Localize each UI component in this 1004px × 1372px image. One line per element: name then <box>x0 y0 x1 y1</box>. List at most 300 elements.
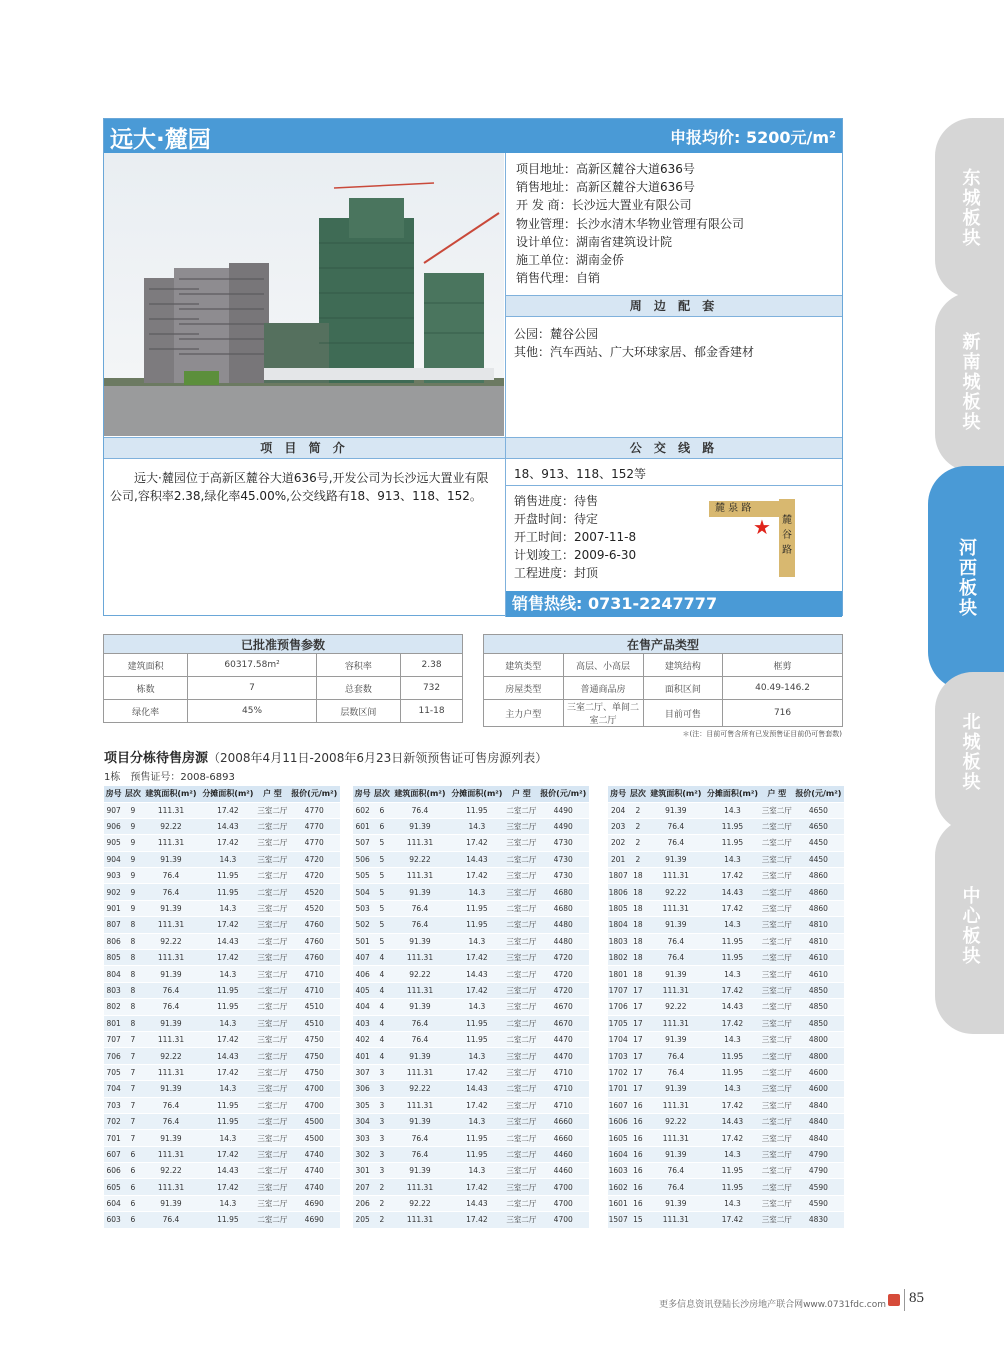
table-cell: 4490 <box>537 818 589 834</box>
table-cell: 二室二厅 <box>761 818 793 834</box>
table-cell: 111.31 <box>143 1064 200 1080</box>
table-cell: 4690 <box>288 1195 340 1211</box>
table-cell: 4730 <box>537 835 589 851</box>
table-cell: 1807 <box>608 868 628 884</box>
info-construction: 施工单位：湖南金侨 <box>516 253 625 268</box>
table-cell: 二室二厅 <box>505 1015 537 1031</box>
table-row <box>353 884 589 900</box>
table-row <box>104 884 340 900</box>
table-cell: 76.4 <box>648 950 705 966</box>
table-cell: 3 <box>372 1081 391 1097</box>
tab-dongcheng[interactable]: 东城板块 <box>935 118 1004 298</box>
tab-zhongxin[interactable]: 中心板块 <box>935 818 1004 1034</box>
table-cell: 18 <box>628 917 647 933</box>
table-row <box>608 900 844 916</box>
table-cell: 11.95 <box>704 1048 761 1064</box>
table-cell: 4450 <box>793 835 844 851</box>
table-row <box>608 982 844 998</box>
building-permit: 1栋 预售证号：2008-6893 <box>104 772 235 783</box>
table-cell: 4710 <box>537 1097 589 1113</box>
table-cell: 76.4 <box>143 868 200 884</box>
table-cell: 14.43 <box>448 851 505 867</box>
table-cell: 92.22 <box>392 1081 449 1097</box>
table-cell: 4460 <box>537 1163 589 1179</box>
table-cell: 76.4 <box>143 999 200 1015</box>
table-cell: 1803 <box>608 933 628 949</box>
table-cell: 二室二厅 <box>505 917 537 933</box>
table-cell: 二室二厅 <box>761 884 793 900</box>
table-cell: 4740 <box>288 1146 340 1162</box>
table-cell: 17 <box>628 1031 647 1047</box>
table-cell: 903 <box>104 868 123 884</box>
presale-caption: 已批准预售参数 <box>104 635 463 654</box>
table-cell: 505 <box>353 868 372 884</box>
table-cell: 9 <box>123 851 142 867</box>
column-header: 房号 <box>353 786 372 802</box>
table-cell: 3 <box>372 1064 391 1080</box>
table-cell: 4750 <box>288 1064 340 1080</box>
tab-hexi[interactable]: 河西板块 <box>928 466 1004 690</box>
table-cell: 三室二厅 <box>256 1031 288 1047</box>
table-cell: 76.4 <box>143 884 200 900</box>
column-header: 建筑面积(m²) <box>648 786 705 802</box>
table-cell: 三室二厅 <box>761 1081 793 1097</box>
project-header <box>104 119 842 153</box>
table-cell: 17.42 <box>448 835 505 851</box>
table-cell: 2 <box>628 835 647 851</box>
table-cell: 806 <box>104 933 123 949</box>
table-cell: 6 <box>123 1163 142 1179</box>
table-row <box>353 1015 589 1031</box>
table-cell: 4840 <box>793 1113 844 1129</box>
table-cell: 18 <box>628 933 647 949</box>
table-cell: 4830 <box>793 1212 844 1228</box>
table-cell: 4450 <box>793 851 844 867</box>
table-row <box>608 933 844 949</box>
table-cell: 3 <box>372 1163 391 1179</box>
column-header: 房号 <box>608 786 628 802</box>
table-cell: 301 <box>353 1163 372 1179</box>
table-row <box>353 818 589 834</box>
table-cell: 111.31 <box>143 802 200 818</box>
table-row <box>608 1130 844 1146</box>
progress-sale: 销售进度：待售 <box>514 494 599 508</box>
table-cell: 603 <box>104 1212 123 1228</box>
table-cell: 1601 <box>608 1195 628 1211</box>
table-cell: 4500 <box>288 1130 340 1146</box>
table-cell: 6 <box>123 1212 142 1228</box>
table-cell: 2 <box>628 802 647 818</box>
table-cell: 三室二厅 <box>761 900 793 916</box>
table-row <box>104 917 340 933</box>
table-cell: 三室二厅 <box>505 1179 537 1195</box>
table-row <box>104 1097 340 1113</box>
column-header: 建筑面积(m²) <box>143 786 200 802</box>
table-cell: 三室二厅 <box>761 966 793 982</box>
column-header: 分摊面积(m²) <box>199 786 256 802</box>
table-cell: 4 <box>372 982 391 998</box>
table-cell: 17.42 <box>448 1097 505 1113</box>
table-cell: 三室二厅 <box>761 982 793 998</box>
table-cell: 4650 <box>793 802 844 818</box>
column-header: 户 型 <box>761 786 793 802</box>
table-cell: 17 <box>628 1048 647 1064</box>
table-row <box>608 1195 844 1211</box>
table-cell: 14.3 <box>199 1195 256 1211</box>
table-cell: 4750 <box>288 1031 340 1047</box>
table-cell: 17.42 <box>704 868 761 884</box>
column-header: 报价(元/m²) <box>537 786 589 802</box>
table-cell: 二室二厅 <box>505 1031 537 1047</box>
table-cell: 76.4 <box>392 1130 449 1146</box>
table-cell: 905 <box>104 835 123 851</box>
table-cell: 11.95 <box>199 982 256 998</box>
list-subtitle: （2008年4月11日-2008年6月23日新领预售证可售房源列表） <box>208 751 548 765</box>
table-cell: 14.3 <box>704 1195 761 1211</box>
table-cell: 17.42 <box>704 1130 761 1146</box>
table-row <box>104 1179 340 1195</box>
table-cell: 14.3 <box>704 1146 761 1162</box>
table-cell: 16 <box>628 1179 647 1195</box>
table-cell: 91.39 <box>392 1048 449 1064</box>
table-row <box>104 966 340 982</box>
location-map <box>709 499 799 577</box>
table-row <box>104 1048 340 1064</box>
table-cell: 405 <box>353 982 372 998</box>
table-cell: 17.42 <box>704 900 761 916</box>
table-cell: 7 <box>123 1097 142 1113</box>
table-cell: 4760 <box>288 917 340 933</box>
table-cell: 4660 <box>537 1130 589 1146</box>
table-row <box>104 999 340 1015</box>
table-cell: 76.4 <box>143 1113 200 1129</box>
table-row <box>104 900 340 916</box>
table-cell: 204 <box>608 802 628 818</box>
availability-note: ＊(注：目前可售含所有已发预售证目前仍可售套数) <box>682 730 842 738</box>
table-cell: 602 <box>353 802 372 818</box>
table-cell: 1705 <box>608 1015 628 1031</box>
table-cell: 18 <box>628 966 647 982</box>
table-row <box>608 999 844 1015</box>
table-row <box>353 1130 589 1146</box>
table-cell: 111.31 <box>143 1146 200 1162</box>
table-cell: 4840 <box>793 1130 844 1146</box>
table-cell: 17.42 <box>199 1146 256 1162</box>
table-cell: 4590 <box>793 1179 844 1195</box>
table-cell: 111.31 <box>392 950 449 966</box>
table-cell: 9 <box>123 884 142 900</box>
table-row <box>104 1015 340 1031</box>
products-caption: 在售产品类型 <box>484 635 843 654</box>
table-cell: 6 <box>123 1179 142 1195</box>
table-cell: 17.42 <box>199 1179 256 1195</box>
table-row <box>104 1031 340 1047</box>
table-cell: 76.4 <box>392 1015 449 1031</box>
table-row <box>104 950 340 966</box>
bus-divider <box>506 485 842 486</box>
table-cell: 17.42 <box>704 1015 761 1031</box>
sales-hotline: 销售热线: 0731-2247777 <box>506 591 842 617</box>
table-cell: 4740 <box>288 1163 340 1179</box>
table-cell: 17.42 <box>448 1064 505 1080</box>
table-cell: 三室二厅 <box>505 1212 537 1228</box>
table-cell: 2 <box>372 1212 391 1228</box>
table-cell: 1802 <box>608 950 628 966</box>
table-cell: 4690 <box>288 1212 340 1228</box>
table-cell: 92.22 <box>392 1195 449 1211</box>
table-cell: 11.95 <box>704 950 761 966</box>
table-cell: 906 <box>104 818 123 834</box>
table-cell: 91.39 <box>648 1195 705 1211</box>
table-cell: 4730 <box>537 851 589 867</box>
table-cell: 91.39 <box>143 966 200 982</box>
table-cell: 4700 <box>537 1195 589 1211</box>
table-cell: 8 <box>123 933 142 949</box>
table-cell: 三室二厅 <box>505 999 537 1015</box>
table-cell: 6 <box>372 802 391 818</box>
table-cell: 403 <box>353 1015 372 1031</box>
table-header-row <box>353 786 589 802</box>
table-cell: 76.4 <box>143 982 200 998</box>
table-row: 房屋类型 普通商品房 面积区间 40.49-146.2 <box>484 677 843 700</box>
table-cell: 701 <box>104 1130 123 1146</box>
table-cell: 111.31 <box>648 1130 705 1146</box>
table-cell: 92.22 <box>143 1163 200 1179</box>
column-header: 报价(元/m²) <box>288 786 340 802</box>
table-cell: 7 <box>123 1064 142 1080</box>
table-cell: 14.3 <box>448 933 505 949</box>
table-cell: 14.3 <box>199 1130 256 1146</box>
table-row <box>608 966 844 982</box>
table-cell: 91.39 <box>143 1081 200 1097</box>
table-cell: 4790 <box>793 1146 844 1162</box>
tab-xinnancheng[interactable]: 新南城板块 <box>935 292 1004 472</box>
table-cell: 111.31 <box>143 835 200 851</box>
table-cell: 111.31 <box>392 1064 449 1080</box>
table-cell: 1804 <box>608 917 628 933</box>
page-number: 85 <box>909 1290 924 1306</box>
table-cell: 91.39 <box>143 1015 200 1031</box>
table-cell: 4650 <box>793 818 844 834</box>
table-cell: 507 <box>353 835 372 851</box>
table-cell: 4840 <box>793 1097 844 1113</box>
table-cell: 三室二厅 <box>761 917 793 933</box>
table-cell: 91.39 <box>648 1031 705 1047</box>
surround-other: 其他：汽车西站、广大环球家居、郁金香建材 <box>514 345 755 359</box>
table-cell: 111.31 <box>392 868 449 884</box>
table-cell: 17 <box>628 1015 647 1031</box>
table-cell: 16 <box>628 1195 647 1211</box>
table-cell: 二室二厅 <box>256 1163 288 1179</box>
table-row <box>104 1195 340 1211</box>
table-cell: 三室二厅 <box>256 1081 288 1097</box>
table-cell: 4850 <box>793 1015 844 1031</box>
table-cell: 二室二厅 <box>761 1113 793 1129</box>
table-cell: 二室二厅 <box>256 1048 288 1064</box>
table-cell: 111.31 <box>648 868 705 884</box>
table-cell: 5 <box>372 868 391 884</box>
table-cell: 1805 <box>608 900 628 916</box>
table-row <box>353 1048 589 1064</box>
table-cell: 201 <box>608 851 628 867</box>
table-cell: 二室二厅 <box>505 966 537 982</box>
table-cell: 三室二厅 <box>256 1130 288 1146</box>
table-cell: 5 <box>372 884 391 900</box>
table-cell: 404 <box>353 999 372 1015</box>
table-row <box>608 1081 844 1097</box>
table-cell: 2 <box>628 818 647 834</box>
table-cell: 三室二厅 <box>256 900 288 916</box>
table-cell: 2 <box>372 1195 391 1211</box>
table-row <box>353 1097 589 1113</box>
table-cell: 5 <box>372 851 391 867</box>
bus-header: 公 交 线 路 <box>506 437 842 459</box>
table-cell: 11.95 <box>704 1163 761 1179</box>
table-cell: 92.22 <box>648 1113 705 1129</box>
table-cell: 4790 <box>793 1163 844 1179</box>
table-cell: 14.3 <box>199 1015 256 1031</box>
table-cell: 11.95 <box>448 1015 505 1031</box>
table-cell: 4720 <box>537 950 589 966</box>
table-cell: 二室二厅 <box>761 1064 793 1080</box>
listing-table-3 <box>608 786 844 1229</box>
table-cell: 三室二厅 <box>761 1130 793 1146</box>
table-cell: 二室二厅 <box>256 868 288 884</box>
table-cell: 三室二厅 <box>256 1195 288 1211</box>
column-header: 报价(元/m²) <box>793 786 844 802</box>
info-sales-address: 销售地址：高新区麓谷大道636号 <box>516 180 695 195</box>
table-cell: 7 <box>123 1031 142 1047</box>
table-cell: 11.95 <box>199 1097 256 1113</box>
table-cell: 二室二厅 <box>505 1130 537 1146</box>
table-cell: 14.3 <box>704 851 761 867</box>
table-cell: 9 <box>123 818 142 834</box>
table-cell: 14.3 <box>704 966 761 982</box>
table-cell: 111.31 <box>392 1212 449 1228</box>
table-cell: 111.31 <box>648 1097 705 1113</box>
table-cell: 4770 <box>288 835 340 851</box>
table-cell: 11.95 <box>448 1146 505 1162</box>
table-cell: 3 <box>372 1113 391 1129</box>
table-cell: 4810 <box>793 917 844 933</box>
table-cell: 207 <box>353 1179 372 1195</box>
table-cell: 111.31 <box>392 1097 449 1113</box>
table-cell: 92.22 <box>392 851 449 867</box>
table-cell: 4850 <box>793 999 844 1015</box>
table-cell: 三室二厅 <box>256 1146 288 1162</box>
table-cell: 5 <box>372 933 391 949</box>
table-cell: 三室二厅 <box>761 1195 793 1211</box>
table-cell: 二室二厅 <box>505 851 537 867</box>
table-cell: 4470 <box>537 1048 589 1064</box>
table-cell: 14.3 <box>199 900 256 916</box>
table-cell: 92.22 <box>392 966 449 982</box>
table-cell: 三室二厅 <box>505 1097 537 1113</box>
table-cell: 18 <box>628 950 647 966</box>
table-cell: 4610 <box>793 966 844 982</box>
table-cell: 三室二厅 <box>256 835 288 851</box>
table-cell: 304 <box>353 1113 372 1129</box>
table-cell: 三室二厅 <box>761 1015 793 1031</box>
table-cell: 4710 <box>288 982 340 998</box>
table-cell: 605 <box>104 1179 123 1195</box>
table-cell: 76.4 <box>392 900 449 916</box>
progress-list <box>514 492 636 582</box>
table-cell: 1706 <box>608 999 628 1015</box>
table-cell: 202 <box>608 835 628 851</box>
table-cell: 111.31 <box>143 917 200 933</box>
table-cell: 4520 <box>288 884 340 900</box>
table-row <box>608 1064 844 1080</box>
table-cell: 802 <box>104 999 123 1015</box>
table-cell: 7 <box>123 1081 142 1097</box>
table-row <box>608 1113 844 1129</box>
table-cell: 91.39 <box>648 1146 705 1162</box>
progress-finish: 计划竣工：2009-6-30 <box>514 548 637 562</box>
table-row <box>608 950 844 966</box>
table-row <box>104 818 340 834</box>
table-header-row <box>104 786 340 802</box>
table-cell: 三室二厅 <box>505 1048 537 1064</box>
table-cell: 17.42 <box>704 982 761 998</box>
table-cell: 三室二厅 <box>256 1064 288 1080</box>
progress-engineering: 工程进度：封顶 <box>514 566 599 580</box>
table-cell: 4610 <box>793 950 844 966</box>
table-cell: 三室二厅 <box>256 851 288 867</box>
table-cell: 76.4 <box>392 917 449 933</box>
table-cell: 16 <box>628 1097 647 1113</box>
table-cell: 604 <box>104 1195 123 1211</box>
table-cell: 4 <box>372 999 391 1015</box>
table-cell: 7 <box>123 1048 142 1064</box>
table-cell: 11.95 <box>448 917 505 933</box>
table-cell: 4680 <box>537 884 589 900</box>
table-cell: 92.22 <box>143 818 200 834</box>
table-cell: 401 <box>353 1048 372 1064</box>
table-cell: 402 <box>353 1031 372 1047</box>
table-row <box>353 999 589 1015</box>
table-cell: 17.42 <box>704 1097 761 1113</box>
table-cell: 11.95 <box>448 802 505 818</box>
table-cell: 14.43 <box>448 1081 505 1097</box>
table-cell: 4760 <box>288 933 340 949</box>
table-cell: 14.43 <box>704 1113 761 1129</box>
table-cell: 407 <box>353 950 372 966</box>
tab-beicheng[interactable]: 北城板块 <box>935 672 1004 832</box>
table-cell: 6 <box>123 1195 142 1211</box>
table-cell: 14.3 <box>704 1031 761 1047</box>
table-cell: 9 <box>123 835 142 851</box>
table-cell: 91.39 <box>392 818 449 834</box>
table-cell: 1603 <box>608 1163 628 1179</box>
table-cell: 803 <box>104 982 123 998</box>
table-cell: 三室二厅 <box>505 982 537 998</box>
products-table <box>483 634 843 727</box>
table-cell: 11.95 <box>199 1212 256 1228</box>
road-luquan: 麓 泉 路 <box>715 503 752 514</box>
table-row <box>608 1212 844 1228</box>
table-cell: 706 <box>104 1048 123 1064</box>
table-cell: 18 <box>628 900 647 916</box>
table-cell: 二室二厅 <box>505 1146 537 1162</box>
table-cell: 18 <box>628 884 647 900</box>
table-cell: 702 <box>104 1113 123 1129</box>
table-cell: 17 <box>628 1081 647 1097</box>
table-row: 建筑面积 60317.58m² 容积率 2.38 <box>104 654 463 677</box>
table-cell: 17.42 <box>448 982 505 998</box>
table-cell: 76.4 <box>648 933 705 949</box>
table-cell: 4 <box>372 1015 391 1031</box>
